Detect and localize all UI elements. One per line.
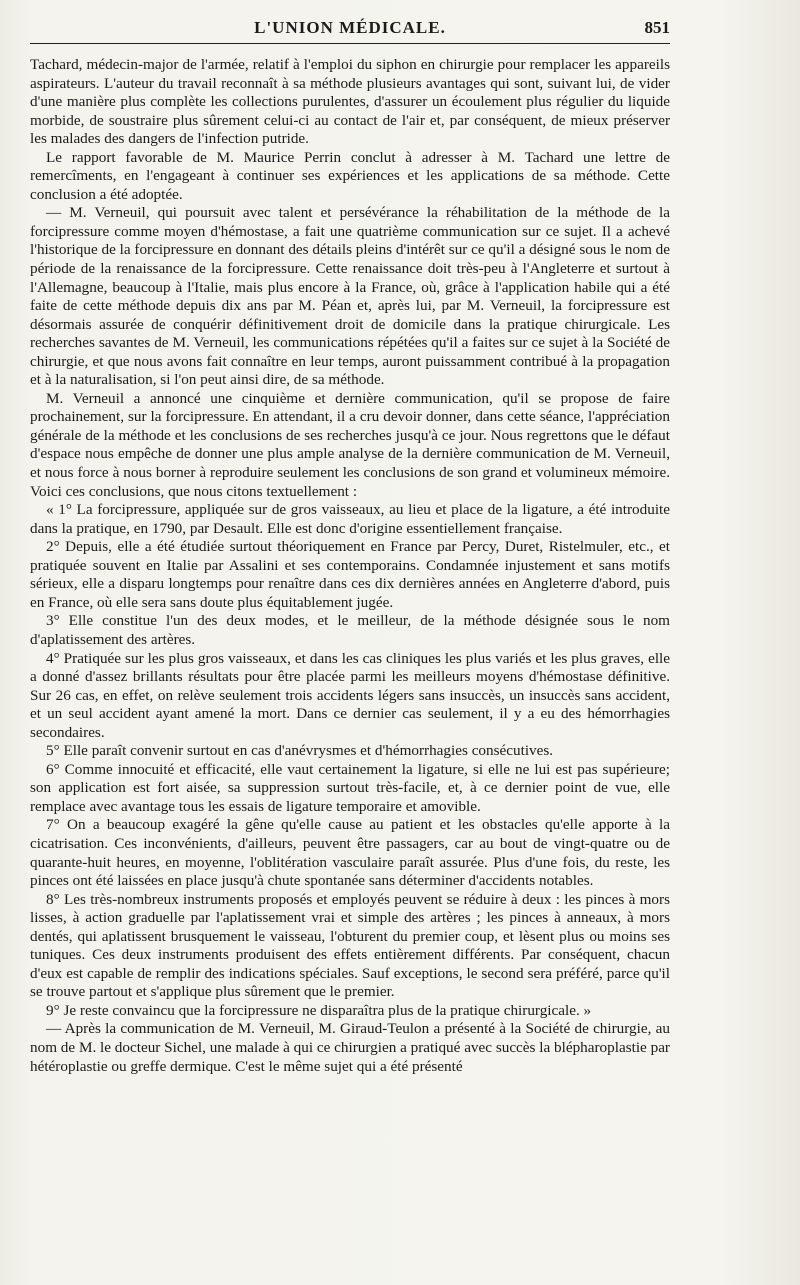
paragraph: 9° Je reste convaincu que la forcipressure ne disparaîtra plus de la pratique chirurgicale. » (46, 1001, 592, 1019)
paragraph: 7° On a beaucoup exagéré la gêne qu'elle cause au patient et les obstacles qu'elle apporte à la cicatrisation. Ces inconvénients, d'ailleurs, peuvent être passagers, car au bout de vingt-quatre ou de quarante-huit heures, en moyenne, l'oblitération vasculaire paraît assurée. Plus d'une fois, du reste, les pinces ont été laissées en place jusqu'à chute spontanée sans déterminer d'accidents notables. (30, 816, 670, 890)
header-rule (30, 43, 670, 44)
paragraph: 6° Comme innocuité et efficacité, elle vaut certainement la ligature, si elle ne lui est pas supérieure; son application est fort aisée, sa suppression surtout très-facile, et, à ce dernier point de vue, elle remplace avec avantage tous les essais de ligature temporaire et amovible. (30, 760, 670, 815)
page-number: 851 (644, 18, 670, 37)
paragraph: M. Verneuil a annoncé une cinquième et dernière communication, qu'il se propose de faire prochainement, sur la forcipressure. En attendant, il a cru devoir donner, dans cette séance, l'appréciation générale de la méthode et les conclusions de ses recherches jusqu'à ce jour. Nous regrettons que le défaut d'espace nous empêche de donner une plus ample analyse de la dernière communication de M. Verneuil, et nous force à nous borner à reproduire seulement les conclusions de son grand et volumineux mémoire. Voici ces conclusions, que nous citons textuellement : (30, 389, 670, 500)
paragraph: 8° Les très-nombreux instruments proposés et employés peuvent se réduire à deux : les pinces à mors lisses, à action graduelle par l'aplatissement vrai et simple des artères ; les pinces à anneaux, à mors dentés, qui aplatissent brusquement le vaisseau, l'obturent du premier coup, et lèsent plus ou moins ses tuniques. Ces deux instruments produisent des effets entièrement différents. Par conséquent, chacun d'eux est capable de remplir des indications spéciales. Sauf exceptions, le second sera préféré, parce qu'il se trouve partout et s'applique plus sûrement que le premier. (30, 890, 670, 1001)
paragraph: Tachard, médecin-major de l'armée, relatif à l'emploi du siphon en chirurgie pour remplacer les appareils aspirateurs. L'auteur du travail reconnaît à sa méthode plusieurs avantages qui sont, suivant lui, de vider d'une manière plus complète les collections purulentes, d'assurer un écoulement plus régulier du liquide morbide, de soustraire plus sûrement celui-ci au contact de l'air et, par conséquent, de mieux préserver les malades des dangers de l'infection putride. (30, 56, 670, 148)
paragraph: 4° Pratiquée sur les plus gros vaisseaux, et dans les cas cliniques les plus variés et les plus graves, elle a donné d'assez brillants résultats pour être placée parmi les meilleurs moyens d'hémostase définitive. Sur 26 cas, en effet, on relève seulement trois accidents légers sans insuccès, un insuccès sans accident, et un seul accident ayant amené la mort. Dans ce dernier cas seulement, il y a eu des hémorrhagies secondaires. (30, 649, 670, 741)
paragraph: « 1° La forcipressure, appliquée sur de gros vaisseaux, au lieu et place de la ligature, a été introduite dans la pratique, en 1790, par Desault. Elle est donc d'origine essentiellement française. (30, 501, 670, 537)
paragraph: — M. Verneuil, qui poursuit avec talent et persévérance la réhabilitation de la méthode de la forcipressure comme moyen d'hémostase, a fait une quatrième communication sur ce sujet. Il a achevé l'historique de la forcipressure en donnant des détails pleins d'intérêt sur ce qu'il a désigné sous le nom de période de la renaissance de la forcipressure. Cette renaissance doit très-peu à l'Angleterre et surtout à l'Allemagne, beaucoup à l'Italie, mais plus encore à la France, où, grâce à l'application habile qui a été faite de cette méthode depuis dix ans par M. Péan et, après lui, par M. Verneuil, la forcipressure est désormais assurée de conquérir définitivement droit de domicile dans la pratique chirurgicale. Les recherches savantes de M. Verneuil, les communications répétées qu'il a faites sur ce sujet à la Société de chirurgie, et que nous avons fait connaître en leur temps, auront puissamment contribué à la propagation et à la naturalisation, si l'on peut ainsi dire, de sa méthode. (30, 204, 671, 389)
page-header (30, 14, 670, 44)
paragraph: 3° Elle constitue l'un des deux modes, et le meilleur, de la méthode désignée sous le nom d'aplatissement des artères. (30, 612, 670, 648)
paragraph: 2° Depuis, elle a été étudiée surtout théoriquement en France par Percy, Duret, Ristelmuler, etc., et pratiquée souvent en Italie par Assalini et ses contemporains. Condamnée injustement et sans motifs sérieux, elle a disparu longtemps pour renaître dans ces dix dernières années en Angleterre d'abord, puis en France, où elle sera sans doute plus équitablement jugée. (30, 538, 670, 611)
paragraph: Le rapport favorable de M. Maurice Perrin conclut à adresser à M. Tachard une lettre de remercîments, en l'engageant à continuer ses expériences et les applications de sa méthode. Cette conclusion a été adoptée. (30, 148, 670, 203)
paragraph: — Après la communication de M. Verneuil, M. Giraud-Teulon a présenté à la Société de chirurgie, au nom de M. le docteur Sichel, une malade à qui ce chirurgien a pratiqué avec succès la blépharoplastie par hétéroplastie ou greffe dermique. C'est le même sujet qui a été présenté (30, 1020, 670, 1075)
paragraph: 5° Elle paraît convenir surtout en cas d'anévrysmes et d'hémorrhagies consécutives. (46, 742, 554, 760)
journal-title: L'UNION MÉDICALE. (254, 18, 446, 37)
article-body (30, 56, 670, 1076)
